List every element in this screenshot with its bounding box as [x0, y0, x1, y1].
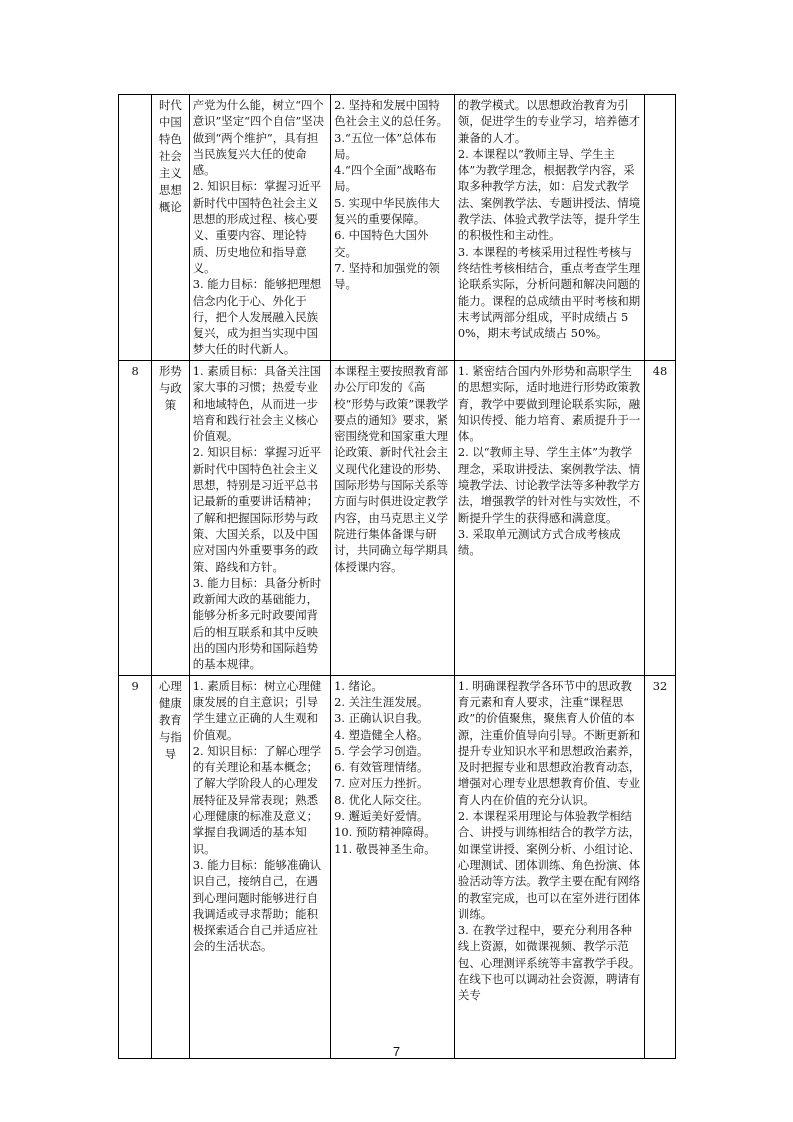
- course-number: [119, 95, 152, 361]
- course-content: 1. 绪论。 2. 关注生涯发展。 3. 正确认识自我。 4. 塑造健全人格。 5. 学会学习创造。 6. 有效管理情绪。 7. 应对压力挫折。 8. 优化人际交往。 9. 邂逅美好爱情。 10. 预防精神障碍。 11. 敬畏神圣生命。: [331, 675, 455, 1058]
- table-row: [119, 95, 676, 361]
- course-table: [118, 94, 676, 1059]
- course-objectives: 1. 素质目标：树立心理健康发展的自主意识；引导学生建立正确的人生观和价值观。 2. 知识目标：了解心理学的有关理论和基本概念；了解大学阶段人的心理发展特征及异常表现；熟悉心理健康的标准及意义；掌握自我调适的基本知识。 3. 能力目标：能够准确认识自己，接纳自己，在遇到心理问题时能够进行自我调适或寻求帮助；能积极探索适合自己并适应社会的生活状态。: [189, 675, 330, 1058]
- table-row: [119, 361, 676, 676]
- teaching-requirements: 1. 紧密结合国内外形势和高职学生的思想实际，适时地进行形势政策教育，教学中要做到理论联系实际，融知识传授、能力培育、素质提升于一体。 2. 以“教师主导、学生主体”为教学理念，采取讲授法、案例教学法、情境教学法、讨论教学法等多种教学方法，增强教学的针对性与实效性，不断提升学生的获得感和满意度。 3. 采取单元测试方式合成考核成绩。: [454, 361, 644, 676]
- teaching-requirements: 1. 明确课程教学各环节中的思政教育元素和育人要求，注重“课程思政”的价值聚焦，聚焦育人价值的本源，注重价值导向引导。不断更新和提升专业知识水平和思想政治素养，及时把握专业和思想政治教育动态，增强对心理专业思想教育价值、专业育人内在价值的充分认识。 2. 本课程采用理论与体验教学相结合、讲授与训练相结合的教学方法，如课堂讲授、案例分析、小组讨论、心理测试、团体训练、角色扮演、体验活动等方法。教学主要在配有网络的教室完成，也可以在室外进行团体训练。 3. 在教学过程中，要充分利用各种线上资源，如微课视频、教学示范包、心理测评系统等丰富教学手段。在线下也可以调动社会资源，聘请有关专: [454, 675, 644, 1058]
- course-name: 心理 健康 教育 与指 导: [152, 675, 190, 1058]
- table-row: [119, 675, 676, 1058]
- course-objectives: 1. 素质目标：具备关注国家大事的习惯；热爱专业和地域特色，从而进一步培育和践行社会主义核心价值观。 2. 知识目标：掌握习近平新时代中国特色社会主义思想，特别是习近平总书记最新的重要讲话精神；了解和把握国际形势与政策、大国关系，以及中国应对国内外重要事务的政策、路线和方针。 3. 能力目标：具备分析时政新闻大政的基础能力，能够分析多元时政要闻背后的相互联系和其中反映出的国内形势和国际趋势的基本规律。: [189, 361, 330, 676]
- course-number: 8: [119, 361, 152, 676]
- course-hours: 48: [645, 361, 676, 676]
- page-number: 7: [392, 1044, 401, 1059]
- course-name: 形势 与政 策: [152, 361, 190, 676]
- course-hours: [645, 95, 676, 361]
- teaching-requirements: 的教学模式。以思想政治教育为引领，促进学生的专业学习，培养德才兼备的人才。 2. 本课程以“教师主导、学生主体”为教学理念，根据教学内容，采取多种教学方法，如：启发式教学法、案例教学法、专题讲授法、情境教学法、体验式教学法等，提升学生的积极性和主动性。 3. 本课程的考核采用过程性考核与终结性考核相结合，重点考查学生理论联系实际，分析问题和解决问题的能力。课程的总成绩由平时考核和期末考试两部分组成，平时成绩占 50%，期末考试成绩占 50%。: [454, 95, 644, 361]
- course-content: 本课程主要按照教育部办公厅印发的《高校“形势与政策”课教学要点的通知》要求，紧密围绕党和国家重大理论政策、新时代社会主义现代化建设的形势、国际形势与国际关系等方面与时俱进设定教学内容，由马克思主义学院进行集体备课与研讨，共同确立每学期具体授课内容。: [331, 361, 455, 676]
- course-objectives: 产党为什么能，树立“四个意识”坚定“四个自信”坚决做到“两个维护”，具有担当民族复兴大任的使命感。 2. 知识目标：掌握习近平新时代中国特色社会主义思想的形成过程、核心要义、重要内容、理论特质、历史地位和指导意义。 3. 能力目标：能够把理想信念内化于心、外化于行，把个人发展融入民族复兴，成为担当实现中国梦大任的时代新人。: [189, 95, 330, 361]
- course-hours: 32: [645, 675, 676, 1058]
- course-name: 时代 中国 特色 社会 主义 思想 概论: [152, 95, 190, 361]
- course-content: 2. 坚持和发展中国特色社会主义的总任务。 3.“五位一体”总体布局。 4.“四个全面”战略布局。 5. 实现中华民族伟大复兴的重要保障。 6. 中国特色大国外交。 7. 坚持和加强党的领导。: [331, 95, 455, 361]
- course-number: 9: [119, 675, 152, 1058]
